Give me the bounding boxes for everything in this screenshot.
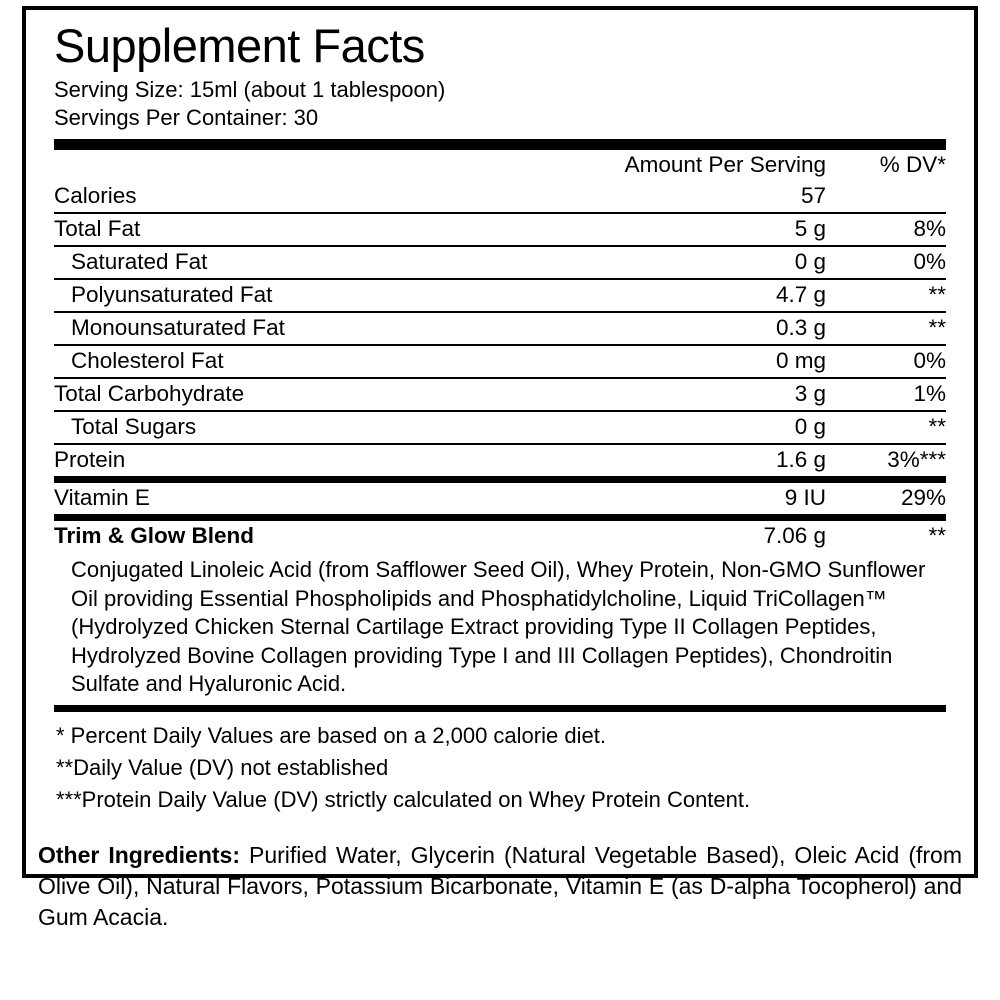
panel-content xyxy=(34,18,966,826)
row-dv: 0% xyxy=(826,345,946,378)
divider-thick-top xyxy=(54,139,946,150)
table-row xyxy=(54,444,946,476)
table-row xyxy=(54,411,946,444)
row-dv: ** xyxy=(826,312,946,345)
table-row xyxy=(54,213,946,246)
footnote-dv-not-established: **Daily Value (DV) not established xyxy=(56,754,389,780)
nutrition-table xyxy=(54,150,946,476)
row-name: Protein xyxy=(54,447,126,472)
other-ingredients-text: Purified Water, Glycerin (Natural Vegetable Based), Oleic Acid (from Olive Oil), Natural Flavors, Potassium Bicarbonate, Vitamin E (as D-alpha Tocopherol) and Gum Acacia. xyxy=(38,841,962,930)
row-name: Saturated Fat xyxy=(54,246,556,279)
row-dv: 0% xyxy=(826,246,946,279)
row-dv: ** xyxy=(826,279,946,312)
servings-per-container: Servings Per Container: 30 xyxy=(54,105,319,130)
blend-dv: ** xyxy=(928,523,946,548)
table-row xyxy=(54,345,946,378)
serving-size: Serving Size: 15ml (about 1 tablespoon) xyxy=(54,77,446,102)
table-row xyxy=(54,483,946,514)
table-row xyxy=(54,378,946,411)
row-dv: 29% xyxy=(900,485,946,510)
row-name: Monounsaturated Fat xyxy=(54,312,556,345)
row-amount: 0 g xyxy=(556,411,826,444)
row-name: Calories xyxy=(54,181,556,213)
divider-medium-3 xyxy=(54,705,946,712)
blend-amount: 7.06 g xyxy=(763,523,826,548)
row-amount: 5 g xyxy=(556,213,826,246)
row-amount: 3 g xyxy=(556,378,826,411)
row-name: Total Sugars xyxy=(54,411,556,444)
table-row xyxy=(54,246,946,279)
other-ingredients-label: Other Ingredients: xyxy=(38,841,240,868)
header-blank xyxy=(54,150,556,181)
row-amount: 9 IU xyxy=(784,485,826,510)
blend-name: Trim & Glow Blend xyxy=(54,523,255,548)
row-name: Vitamin E xyxy=(54,485,150,510)
row-amount: 0 g xyxy=(556,246,826,279)
page-title: Supplement Facts xyxy=(54,19,425,72)
row-amount: 0 mg xyxy=(556,345,826,378)
blend-row xyxy=(54,521,946,552)
row-name: Total Fat xyxy=(54,213,556,246)
row-name: Cholesterol Fat xyxy=(54,345,556,378)
row-dv: ** xyxy=(826,411,946,444)
table-row xyxy=(54,181,946,213)
table-row xyxy=(54,279,946,312)
divider-medium-2 xyxy=(54,514,946,521)
row-name: Total Carbohydrate xyxy=(54,378,556,411)
row-amount: 57 xyxy=(556,181,826,213)
blend-table xyxy=(54,521,946,552)
header-amount: Amount Per Serving xyxy=(624,152,826,177)
row-dv: 8% xyxy=(826,213,946,246)
footnotes xyxy=(54,712,946,826)
footnote-daily-values: * Percent Daily Values are based on a 2,000 calorie diet. xyxy=(56,722,606,748)
row-amount: 0.3 g xyxy=(556,312,826,345)
blend-description: Conjugated Linoleic Acid (from Safflower Seed Oil), Whey Protein, Non-GMO Sunflower Oil providing Essential Phospholipids and Phosphatidylcholine, Liquid TriCollagen™ (Hydrolyzed Chicken Sternal Cartilage Extract providing Type II Collagen Peptides, Hydrolyzed Bovine Collagen providing Type I and III Collagen Peptides), Chondroitin Sulfate and Hyaluronic Acid. xyxy=(71,557,926,696)
row-amount: 4.7 g xyxy=(556,279,826,312)
row-dv: 1% xyxy=(826,378,946,411)
header-dv: % DV* xyxy=(879,152,946,177)
vitamin-table xyxy=(54,483,946,514)
table-header-row xyxy=(54,150,946,181)
row-dv: 3%*** xyxy=(887,447,946,472)
row-amount: 1.6 g xyxy=(775,447,826,472)
footnote-protein-dv: ***Protein Daily Value (DV) strictly calculated on Whey Protein Content. xyxy=(56,786,751,812)
table-row xyxy=(54,312,946,345)
row-dv xyxy=(826,181,946,213)
divider-medium-1 xyxy=(54,476,946,483)
row-name: Polyunsaturated Fat xyxy=(54,279,556,312)
